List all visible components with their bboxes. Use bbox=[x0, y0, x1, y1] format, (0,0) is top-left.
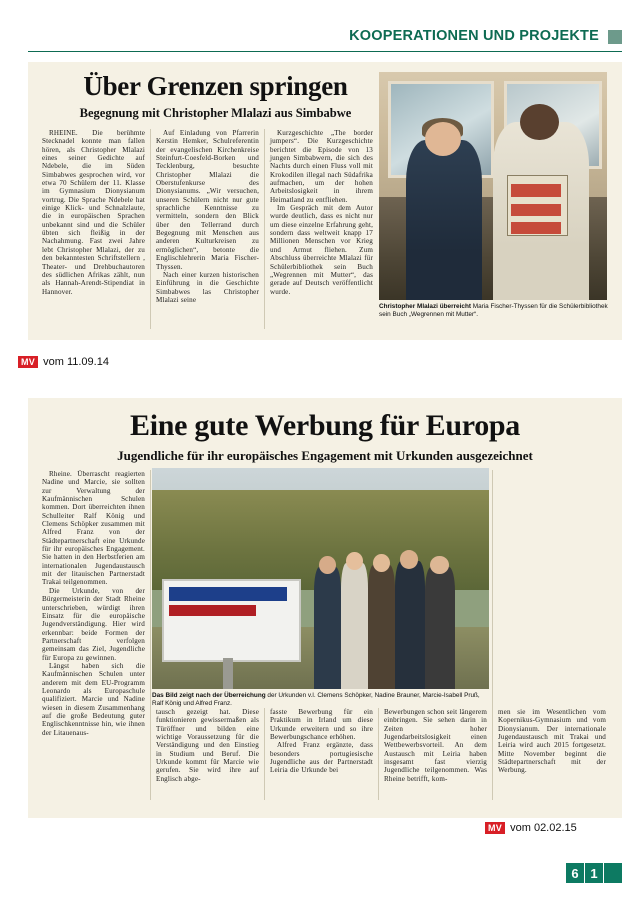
article-1-column-2 bbox=[156, 129, 259, 304]
column-divider bbox=[264, 708, 265, 800]
running-head-square-icon bbox=[608, 30, 622, 44]
running-head-label: KOOPERATIONEN UND PROJEKTE bbox=[349, 28, 599, 44]
body-paragraph: RHEINE. Die berühmte Stecknadel konnte man fallen hören, als Christopher Mlalazi eines seiner Gedichte auf Ndebele, die im Süden Simbabwes gesprochen wird, vor etwa 70 Schülern der 11. Klasse im Gymnasium Dionysianum vortrug. Die Sprache Ndebele hat einige Klick- und Schnalzlaute, die in europäischen Sprachen unbekannt sind und die Schüler übten sich fleißig in der Nachahmung. Fast zwei Jahre lebt Christopher Mlalazi, der zu den bekanntesten Schriftstellern , Theater- und Drehbuchautoren des südlichen Afrikas zählt, nun als Hannah-Arendt-Stipendiat in Hannover. bbox=[42, 129, 145, 296]
folio-blank-square bbox=[604, 863, 622, 883]
article-eine-gute-werbung-fuer-europa bbox=[28, 398, 622, 818]
article-1-photo-caption bbox=[379, 303, 611, 319]
running-head bbox=[0, 28, 637, 58]
body-paragraph: Die Urkunde, von der Bürgermeisterin der Stadt Rheine unterschrieben, würdigt ihren Einsatz für die europäische Jugendverständigung. Hier wird erkennbar: beide Formen der Partnerschaft verfolgen gemeinsam das Ziel, Jugendliche für Europa zu gewinnen. bbox=[42, 586, 145, 662]
body-paragraph: Im Gespräch mit dem Autor wurde deutlich, dass es nicht nur um diese einzelne Erfahrung geht, sondern dass weltweit knapp 17 Millionen Menschen vor Krieg und Armut fliehen. Zum Abschluss überreichte Mlalazi für Schülerbibliothek sein Buch „Wegrennen mit Mutter“, das gerade auf Deutsch veröffentlicht wurde. bbox=[270, 204, 373, 296]
body-paragraph: Längst haben sich die Kaufmännischen Schulen unter anderem mit dem EU-Programm Leonardo als Europaschule qualifiziert. Marcie und Nadine wiesen in diesem Zusammenhang auf die große Bedeutung guter Englischkenntnisse hin, wie ihnen der Litauenaus- bbox=[42, 661, 145, 737]
article-ueber-grenzen-springen bbox=[28, 62, 622, 340]
body-paragraph: Alfred Franz ergänzte, dass besonders portugiesische Jugendliche aus der Partnerstadt Leiria die Urkunde bei bbox=[270, 741, 373, 775]
article-2-column-2 bbox=[156, 708, 259, 783]
article-2-photo bbox=[152, 468, 489, 689]
column-divider bbox=[378, 708, 379, 800]
folio-digit-2: 1 bbox=[585, 863, 603, 883]
article-1-photo bbox=[379, 72, 607, 300]
folio-digit-1: 6 bbox=[566, 863, 584, 883]
body-paragraph: Bewerbungen schon seit längerem einbringen. Sie sehen darin in Zeiten hoher Jugendarbeitslosigkeit einen Wettbewerbsvorteil. An dem Austausch mit Leiria haben insgesamt fast vierzig Jugendliche teilgenommen. Was Rheine betrifft, kom- bbox=[384, 708, 487, 783]
mv-logo: MV bbox=[18, 356, 38, 368]
page-title: Über Grenzen springen bbox=[83, 71, 348, 101]
article-1-source-date: vom 11.09.14 bbox=[43, 356, 109, 368]
article-1-column-1 bbox=[42, 129, 145, 296]
article-2-column-3 bbox=[270, 708, 373, 775]
page-title-2: Eine gute Werbung für Europa bbox=[129, 409, 521, 442]
article-2-photo-caption bbox=[152, 692, 492, 708]
body-paragraph: Kurzgeschichte „The border jumpers“. Die Kurzgeschichte berichtet die Episode von 13 jungen Simbabwern, die sich des Nachts durch einen Fluss voll mit Krokodilen illegal nach Südafrika aufmachen, um der hohen Arbeitslosigkeit in ihrem Heimatland zu entfliehen. bbox=[270, 129, 373, 204]
column-divider bbox=[492, 470, 493, 800]
body-paragraph: fasste Bewerbung für ein Praktikum in Irland um diese Urkunde erweitern und so ihre Bewerbungschance erhöhen. bbox=[270, 708, 373, 742]
article-subhead-2: Jugendliche für ihr europäisches Engagement mit Urkunden ausgezeichnet bbox=[117, 448, 533, 463]
body-paragraph: men sie im Wesentlichen vom Kopernikus-Gymnasium und vom Dionysianum. Der internationale Jugendaustausch mit Trakai und Leiria wird auch 2015 fortgesetzt. Mitte November beginnt die Städtepartnerschaft mit der Werbung. bbox=[498, 708, 606, 775]
caption-rest-2: der Urkunden v.l. Clemens Schöpker, Nadine Brauner, Marcie-Isabell Pruß, Ralf König und Alfred Franz. bbox=[152, 692, 480, 708]
page-folio bbox=[566, 863, 622, 883]
running-head-rule bbox=[28, 51, 622, 52]
article-2-source-date: vom 02.02.15 bbox=[510, 822, 577, 834]
caption-lead-2: Das Bild zeigt nach der Überreichung bbox=[152, 692, 266, 699]
article-2-column-4 bbox=[384, 708, 487, 783]
body-paragraph: Rheine. Überrascht reagierten Nadine und Marcie, sie sollten zur Verwaltung der Kaufmännischen Schulen kommen. Dort überreichten ihnen Schulleiter Ralf König und Clemens Schöpker zusammen mit Alfred Franz von der Städtepartnerschaft eine Urkunde für ihr europäisches Engagement. Sie hatten in den Herbstferien am internationalen Jugendaustausch mit der litauischen Partnerstadt Trakai teilgenommen. bbox=[42, 470, 145, 587]
body-paragraph: Nach einer kurzen historischen Einführung in die Geschichte Simbabwes las Christopher Mlalazi seine bbox=[156, 270, 259, 304]
article-1-column-3 bbox=[270, 129, 373, 296]
column-divider bbox=[150, 129, 151, 329]
caption-rest: Maria Fischer-Thyssen für die Schülerbibliothek sein Buch „Wegrennen mit Mutter“. bbox=[379, 303, 608, 319]
body-paragraph: Auf Einladung von Pfarrerin Kerstin Hemker, Schulreferentin der evangelischen Kirchenkreise Steinfurt-Coesfeld-Borken und Tecklenburg, besuchte Christopher Mlalazi die Oberstufenkurse des Dionysianums. „Wir versuchen, unseren Schülern nicht nur gute sprachliche Kenntnisse zu vermitteln, sondern den Blick über den Tellerrand durch Begegnung mit Menschen aus anderen Kulturkreisen zu ermöglichen“, betonte die Englischlehrerin Maria Fischer-Thyssen. bbox=[156, 129, 259, 271]
mv-logo-2: MV bbox=[485, 822, 505, 834]
column-divider bbox=[150, 470, 151, 800]
article-subhead: Begegnung mit Christopher Mlalazi aus Simbabwe bbox=[79, 106, 352, 120]
article-1-source bbox=[18, 356, 109, 368]
caption-lead: Christopher Mlalazi überreicht bbox=[379, 303, 471, 310]
column-divider bbox=[264, 129, 265, 329]
article-2-column-1 bbox=[42, 470, 145, 737]
body-paragraph: tausch gezeigt hat. Diese funktionieren gewissermaßen als Türöffner und bilden eine wichtige Voraussetzung für die Verständigung und den Einstieg in Studium und Beruf. Die Urkunde kommt für Marcie wie gerufen. Sie wird ihre auf Englisch abge- bbox=[156, 708, 259, 783]
article-2-source bbox=[485, 822, 577, 834]
article-2-column-5 bbox=[498, 708, 606, 775]
